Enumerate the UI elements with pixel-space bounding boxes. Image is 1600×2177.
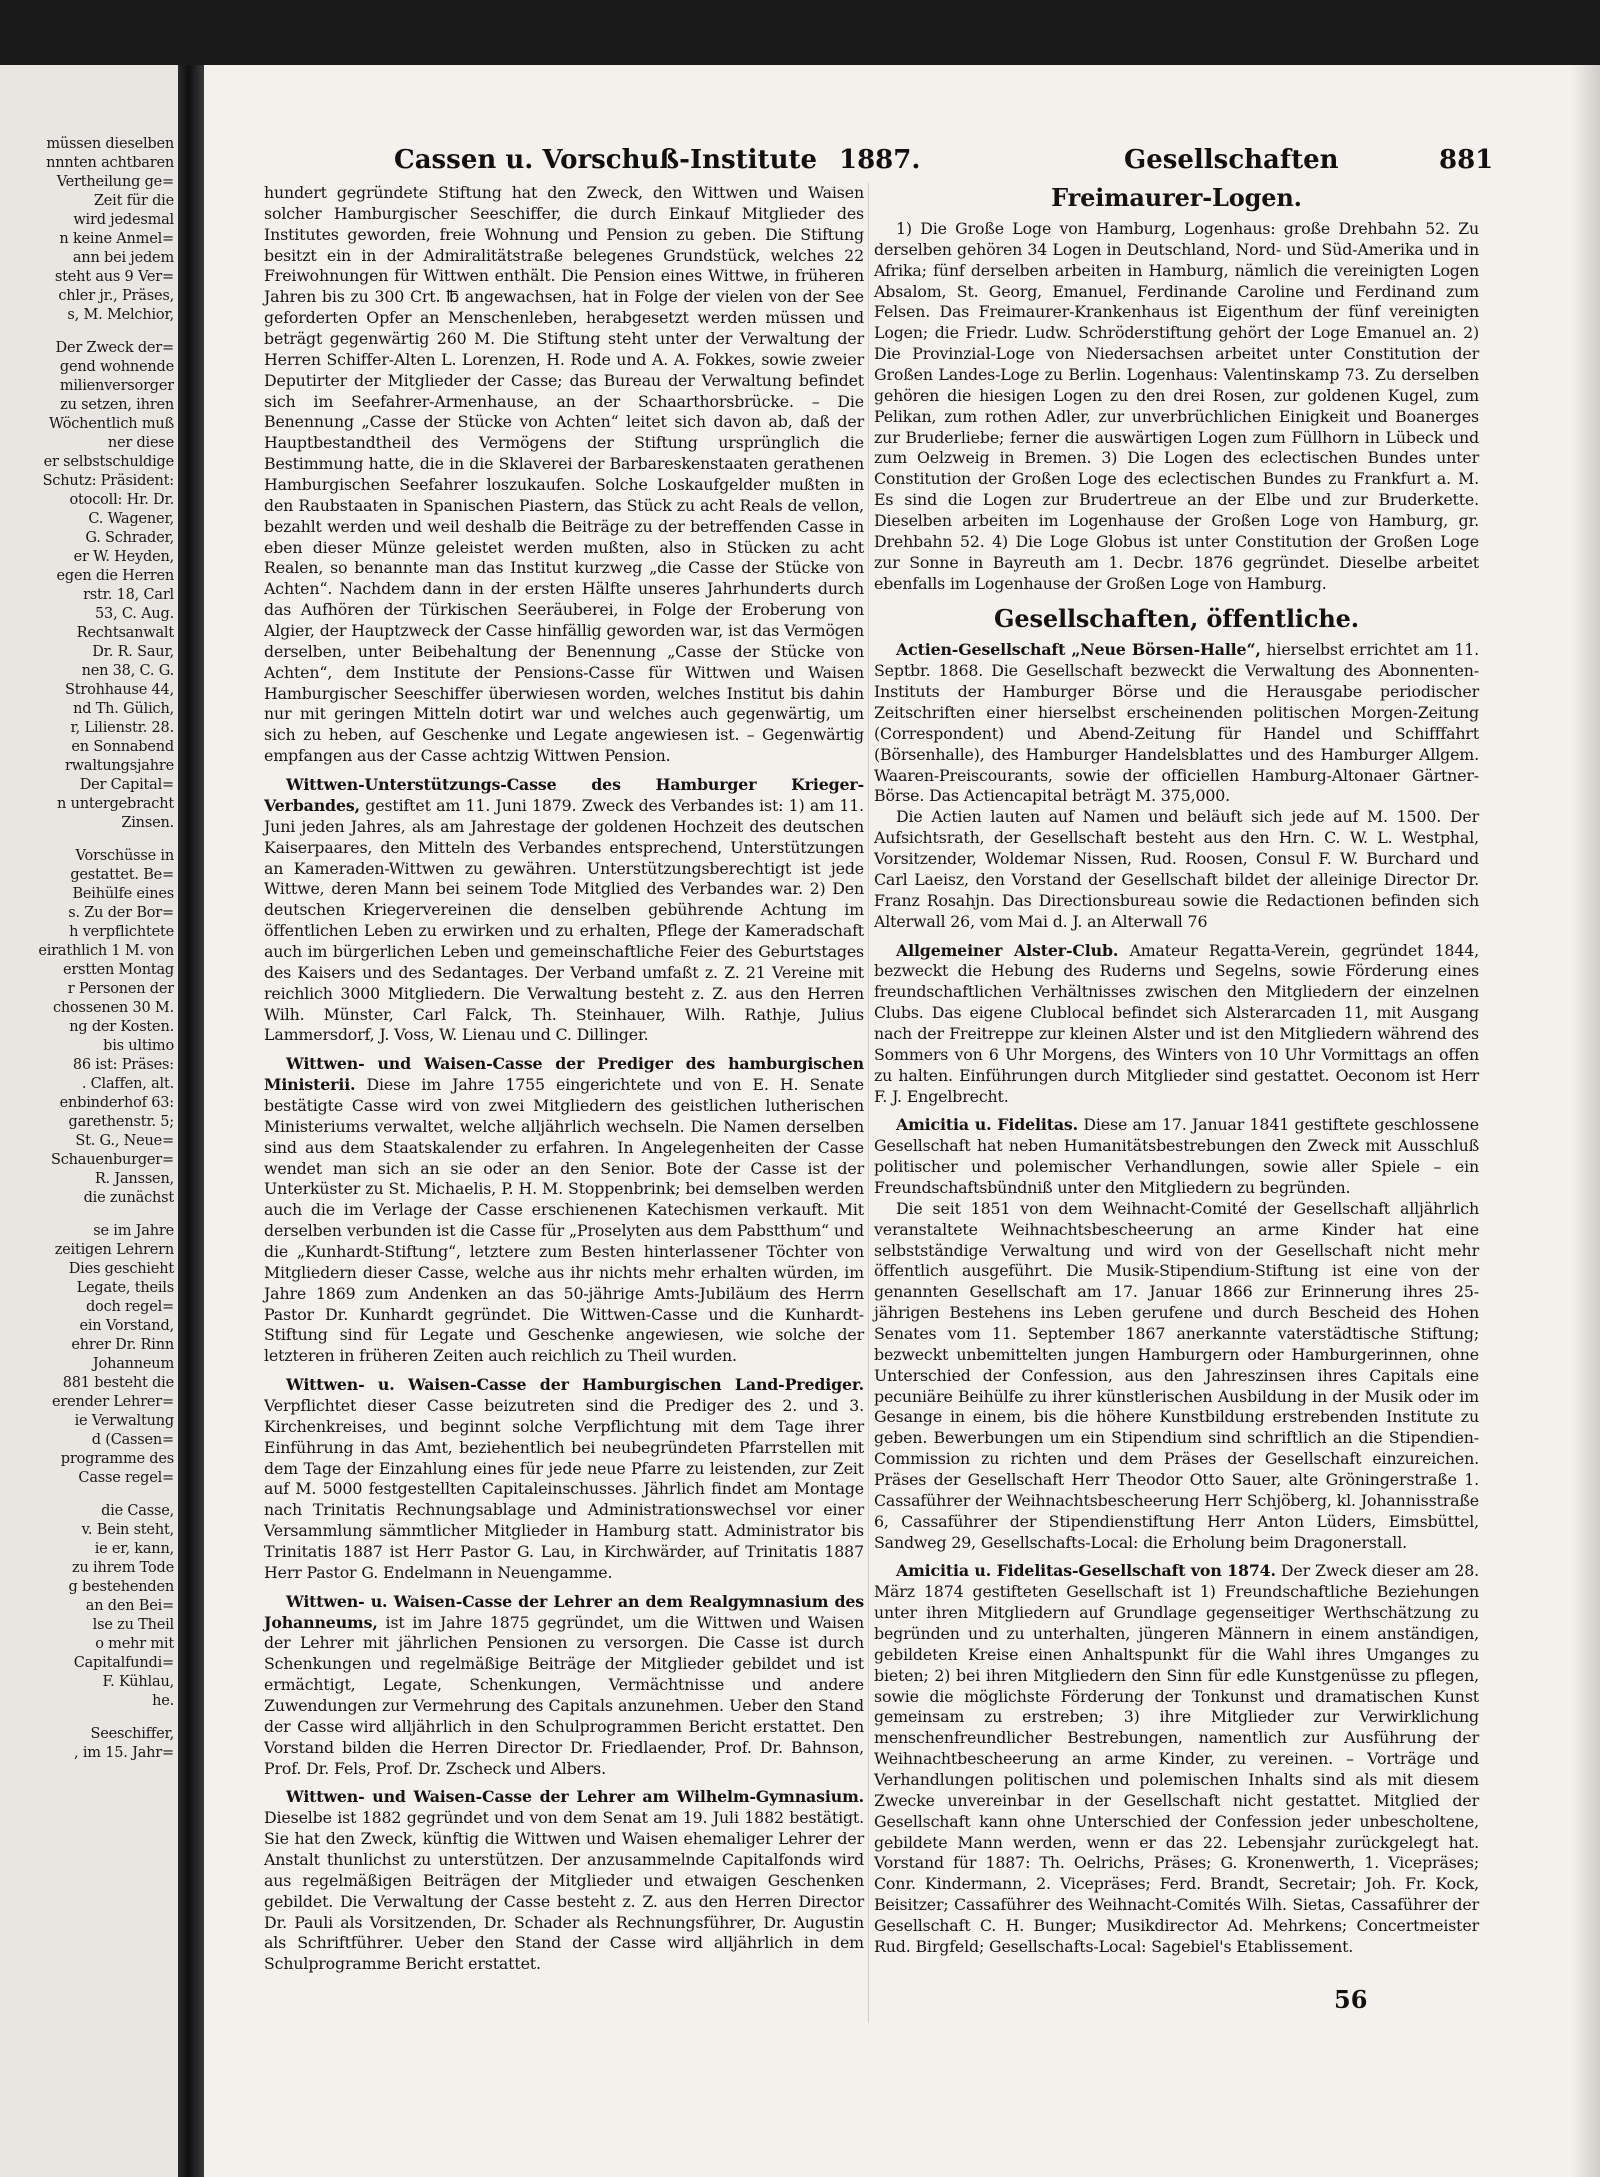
entry-krieger-verband (264, 775, 864, 1046)
left-page-line: Wöchentlich muß (49, 416, 174, 432)
left-page-line: 53, C. Aug. (95, 606, 174, 622)
left-page-line: lse zu Theil (92, 1617, 174, 1633)
entry-lead: Amicitia u. Fidelitas. (896, 1115, 1079, 1135)
entry-text-continued: Die seit 1851 von dem Weihnacht-Comité der Gesellschaft alljährlich veranstaltete Weihnachtsbescheerung an arme Kinder hat eine selbstständige Verwaltung und wird von der Gesellschaft nicht mehr öffentlich ausgeführt. Die Musik-Stipendium-Stiftung ist eine von der genannten Gesellschaft am 17. Januar 1866 zur Erinnerung ihres 25-jährigen Bestehens ins Leben gerufene und durch Bescheid des Hohen Senates vom 11. September 1867 anerkannte vaterstädtische Stiftung; bezweckt unbemittelten jungen Hamburgern oder Hamburgerinnen, ohne Unterschied der Confession, aus den Jahreszinsen ihres Capitals eine pecuniäre Beihülfe zu ihrer künstlerischen Ausbildung in der Musik oder im Gesange in einem, bis die höhere Kunstbildung erstrebenden Institute zu geben. Bewerbungen um ein Stipendium sind schriftlich an die Stipendien-Commission zu richten und dem Präses der Gesellschaft einzureichen. Präses der Gesellschaft Herr Theodor Otto Sauer, alte Gröningerstraße 1. Cassaführer der Weihnachtsbescheerung Herr Schjöberg, kl. Johannisstraße 6, Cassaführer der Stipendienstiftung Herr Anton Lüders, Eimsbüttel, Sandweg 29, Gesellschafts-Local: die Erholung beim Dragonerstall. (874, 1198, 1479, 1552)
entry-lead: Actien-Gesellschaft „Neue Börsen-Halle“, (896, 640, 1261, 660)
left-page-line: 86 ist: Präses: (72, 1057, 174, 1073)
left-page-line: chossenen 30 M. (52, 1000, 174, 1016)
entry-amicitia-fidelitas (874, 1115, 1479, 1553)
left-page-line: die Casse, (101, 1503, 174, 1519)
left-page-line: he. (152, 1693, 174, 1709)
left-page-line: zeitigen Lehrern (54, 1242, 174, 1258)
section-title-freimaurer: Freimaurer-Logen. (1051, 183, 1302, 212)
left-page-line: G. Schrader, (85, 530, 174, 546)
left-page-line: ng der Kosten. (69, 1019, 174, 1035)
left-page-line: zu ihrem Tode (72, 1560, 174, 1576)
left-page-line (0, 1711, 174, 1725)
left-page-line: milienversorger (59, 378, 174, 394)
entry-boersen-halle (874, 640, 1479, 932)
left-page-line: gend wohnende (59, 359, 174, 375)
signature-mark: 56 (1334, 1985, 1368, 2014)
left-page-line: erstten Montag (62, 962, 174, 978)
left-page-line: gestattet. Be= (70, 867, 174, 883)
left-page-line: er W. Heyden, (73, 549, 174, 565)
left-page-line: s. Zu der Bor= (68, 905, 174, 921)
entry-lead: Wittwen- u. Waisen-Casse der Lehrer an dem Realgymnasium des Johanneums, (264, 1591, 864, 1632)
entry-alster-club (874, 941, 1479, 1108)
page-number: 881 (1439, 145, 1494, 175)
left-page-line: n keine Anmel= (59, 231, 174, 247)
left-page-line: Seeschiffer, (90, 1726, 174, 1742)
left-page-line: nnnten achtbaren (46, 155, 174, 171)
book-gutter (178, 65, 204, 2177)
left-page-line: o mehr mit (95, 1636, 174, 1652)
left-page-line: Casse regel= (78, 1470, 174, 1486)
left-page-line: Der Zweck der= (55, 340, 174, 356)
left-page-line: chler jr., Präses, (58, 288, 174, 304)
entry-text: hundert gegründete Stiftung hat den Zweck, den Wittwen und Waisen solcher Hamburgischer Seeschiffer, die durch Einkauf Mitglieder des Institutes geworden, freie Wohnung und Pension zu geben. Die Stiftung besitzt ein in der Admiralitätstraße belegenes Grundstück, welches 22 Freiwohnungen für Wittwen enthält. Die Pension eines Wittwe, in früheren Jahren bis zu 300 Crt. ℔ angewachsen, hat in Folge der vielen von der See geforderten Opfer an Menschenleben, herabgesetzt werden müssen und beträgt gegenwärtig 260 M. Die Stiftung steht unter der Verwaltung der Herren Schiffer-Alten L. Lorenzen, H. Rode und A. A. Fokkes, sowie zweier Deputirter der Mitglieder der Casse; das Bureau der Verwaltung befindet sich im Seefahrer-Armenhause, an der Schaarthorsbrücke. – Die Benennung „Casse der Stücke von Achten“ leitet sich davon ab, daß der Hauptbestandtheil des Vermögens der Stiftung ursprünglich die Bestimmung hatte, die in die Sklaverei der Barbareskenstaaten gerathenen Hamburgischen Seefahrer loszukaufen. Solche Loskaufgelder mußten in den Raubstaaten in Spanischen Piastern, das Stück zu acht Reals de vellon, bezahlt werden und weil deshalb die Beiträge zu der betreffenden Casse in eben dieser Münze geleistet werden mußten, also in Stücken zu acht Realen, so benannte man das Institut kurzweg „die Casse der Stücke von Achten“. Nachdem dann in der ersten Hälfte unseres Jahrhunderts durch das Aufhören der Türkischen Seeräuberei, in Folge der Eroberung von Algier, der Hauptzweck der Casse hinfällig geworden war, ist das Vermögen derselben, unter Beibehaltung der Benennung „Casse der Stücke von Achten“, dem Institute der Pensions-Casse für Wittwen und Waisen Hamburgischer Seeschiffer überwiesen worden, welches Institut bis dahin nur mit geringen Mitteln dotirt war und welches auch gegenwärtig, um sich zu heben, auf Geschenke und Legate angewiesen ist. – Gegenwärtig empfangen aus der Casse achtzig Wittwen Pension. (264, 183, 864, 766)
left-page-line (0, 1488, 174, 1502)
left-page-fragment (0, 65, 178, 2177)
left-page-line: ie er, kann, (94, 1541, 174, 1557)
entry-seeschiffer-stiftung (264, 183, 864, 767)
left-page-line: Capitalfundi= (73, 1655, 174, 1671)
left-page-line: garethenstr. 5; (68, 1114, 174, 1130)
left-page-line: ein Vorstand, (79, 1318, 174, 1334)
left-page-line: , im 15. Jahr= (74, 1745, 174, 1761)
entry-text: Verpflichtet dieser Casse beizutreten sind die Prediger des 2. und 3. Kirchenkreises, und beginnt solche Verpflichtung mit dem Tage ihrer Einführung in das Amt, beziehentlich bei neubegründeten Pfarrstellen mit dem Tage der Einzahlung eines für jede neue Pfarre zu leistenden, zur Zeit auf M. 5000 festgestellten Capitaleinschusses. Jährlich findet am Montage nach Trinitatis Rechnungsablage und Administrationswechsel vor einer Versammlung sämmtlicher Mitglieder in Hamburg statt. Administrator bis Trinitatis 1887 ist Herr Pastor G. Lau, in Kirchwärder, auf Trinitatis 1887 Herr Pastor G. Endelmann in Neuengamme. (264, 1395, 864, 1582)
left-page-line: Johanneum (92, 1356, 174, 1372)
left-page-line: die zunächst (83, 1190, 174, 1206)
left-page-line: zu setzen, ihren (60, 397, 174, 413)
left-page-line: otocoll: Hr. Dr. (69, 492, 174, 508)
left-page-line: . Claffen, alt. (81, 1076, 174, 1092)
left-page-line: en Sonnabend (71, 739, 174, 755)
entry-lead: Wittwen- und Waisen-Casse der Lehrer am Wilhelm-Gymnasium. (286, 1787, 864, 1807)
left-page-line: n untergebracht (57, 796, 174, 812)
entry-wilhelm-gymnasium (264, 1787, 864, 1975)
left-page-line: ie Verwaltung (74, 1413, 174, 1429)
left-page-line: r, Lilienstr. 28. (70, 720, 174, 736)
entry-lead: Wittwen- u. Waisen-Casse der Hamburgischen Land-Prediger. (286, 1375, 864, 1395)
left-page-line: nen 38, C. G. (81, 663, 174, 679)
entry-realgymnasium (264, 1592, 864, 1780)
left-page-line: St. G., Neue= (75, 1133, 174, 1149)
left-page-line: nd Th. Gülich, (73, 701, 174, 717)
left-page-line: v. Bein steht, (81, 1522, 174, 1538)
left-page-line: müssen dieselben (46, 136, 174, 152)
entry-land-prediger (264, 1375, 864, 1584)
entry-text: hierselbst errichtet am 11. Septbr. 1868. Die Gesellschaft bezweckt die Verwaltung des Abonnenten-Instituts der Hamburger Börse und die Herausgabe periodischer Zeitschriften einer hierselbst erscheinenden politischen Morgen-Zeitung (Correspondent) und Abend-Zeitung für Handel und Schifffahrt (Börsenhalle), des Hamburger Handelsblattes und des Hamburger Allgem. Waaren-Preiscourants, sowie der officiellen Hamburg-Altonaer Gärtner-Börse. Das Actiencapital beträgt M. 375,000. (874, 640, 1480, 806)
left-page-line: Rechtsanwalt (76, 625, 174, 641)
entry-text: Diese am 17. Januar 1841 gestiftete geschlossene Gesellschaft hat neben Humanitätsbestrebungen den Zweck mit Ausschluß politischer und polemischer Verhandlungen, sowie aller Spiele – ein Freundschaftsbündniß unter den Mitgliedern zu begründen. (874, 1115, 1479, 1197)
left-page-line: wird jedesmal (73, 212, 174, 228)
entry-text: 1) Die Große Loge von Hamburg, Logenhaus: große Drehbahn 52. Zu derselben gehören 34 Logen in Deutschland, Nord- und Süd-Amerika und in Afrika; fünf derselben arbeiten in Hamburg, nämlich die vereinigten Logen Absalom, St. Georg, Emanuel, Ferdinande Caroline und Ferdinand zum Felsen. Das Freimaurer-Krankenhaus ist Eigenthum der fünf vereinigten Logen; die Friedr. Ludw. Schröderstiftung gehört der Loge Emanuel an. 2) Die Provinzial-Loge von Niedersachsen arbeitet unter Constitution der Großen Landes-Loge zu Berlin. Logenhaus: Valentinskamp 73. Zu derselben gehören die hiesigen Logen zu den drei Rosen, zur goldenen Kugel, zum Pelikan, zum rothen Adler, zur unverbrüchlichen Einigkeit und Boanerges zur Bruderliebe; ferner die auswärtigen Logen zum Füllhorn in Lübeck und zum Oelzweig in Bremen. 3) Die Logen des eclectischen Bundes unter Constitution der Großen Loge des eclectischen Bundes zu Frankfurt a. M. Es sind die Logen zur Brudertreue an der Elbe und zur Bruderkette. Dieselben arbeiten im Logenhause der Großen Loge von Hamburg, gr. Drehbahn 52. 4) Die Loge Globus ist unter Constitution der Großen Loge zur Sonne in Bayreuth am 1. Decbr. 1876 gegründet. Dieselbe arbeitet ebenfalls im Logenhause der Großen Loge von Hamburg. (874, 219, 1479, 593)
left-page-line: erender Lehrer= (52, 1394, 174, 1410)
left-page-line: enbinderhof 63: (59, 1095, 174, 1111)
entry-text: ist im Jahre 1875 gegründet, um die Wittwen und Waisen der Lehrer mit jährlichen Pensionen zu versorgen. Die Casse ist durch Schenkungen und regelmäßige Beiträge der Mitglieder gebildet und ist ermächtigt, Legate, Schenkungen, Vermächtnisse und andere Zuwendungen zur Vermehrung des Capitals anzunehmen. Ueber den Stand der Casse wird alljährlich in den Schulprogrammen Bericht erstattet. Den Vorstand bilden die Herren Director Dr. Friedlaender, Prof. Dr. Bahnson, Prof. Dr. Fels, Prof. Dr. Zscheck und Albers. (264, 1612, 864, 1778)
left-page-line: se im Jahre (93, 1223, 174, 1239)
left-page-line: Beihülfe eines (72, 886, 174, 902)
left-page-line: g bestehenden (68, 1579, 174, 1595)
left-page-line: Vertheilung ge= (56, 174, 174, 190)
left-page-line: Dies geschieht (68, 1261, 174, 1277)
left-page-line: s, M. Melchior, (67, 307, 174, 323)
left-page-line: ann bei jedem (72, 250, 174, 266)
left-page-line: ehrer Dr. Rinn (71, 1337, 174, 1353)
left-page-text-column (0, 135, 174, 1763)
entry-text: Amateur Regatta-Verein, gegründet 1844, bezweckt die Hebung des Ruderns und Segelns, sowie Förderung eines freundschaftlichen Verhältnisses zwischen den Mitgliedern der einzelnen Clubs. Das eigene Clublocal befindet sich Alsterarcaden 11, mit Ausgang nach der Freitreppe zur kleinen Alster und ist den Mitgliedern während des Sommers von 6 Uhr Morgens, des Winters von 10 Uhr Vormittags an offen zu halten. Einführungen durch Mitglieder sind gestattet. Oeconom ist Herr F. J. Engelbrecht. (874, 940, 1479, 1106)
running-header-left: Cassen u. Vorschuß-Institute (394, 145, 818, 175)
section-title-gesellschaften: Gesellschaften, öffentliche. (994, 604, 1359, 634)
running-header-year: 1887. (839, 145, 921, 175)
left-page-line: Der Capital= (79, 777, 174, 793)
left-page-line: C. Wagener, (88, 511, 174, 527)
right-page (204, 65, 1600, 2177)
left-page-line: eirathlich 1 M. von (38, 943, 174, 959)
left-page-line: h verpflichtete (69, 924, 174, 940)
left-page-line: an den Bei= (85, 1598, 174, 1614)
left-page-line: ner diese (107, 435, 174, 451)
left-page-line: Legate, theils (76, 1280, 174, 1296)
left-page-line: Strohhause 44, (65, 682, 174, 698)
left-page-line: R. Janssen, (94, 1171, 174, 1187)
left-page-line: doch regel= (85, 1299, 174, 1315)
entry-freimaurer-logen (874, 219, 1479, 594)
left-page-line: rwaltungsjahre (64, 758, 174, 774)
left-page-line: F. Kühlau, (102, 1674, 174, 1690)
entry-text: Dieselbe ist 1882 gegründet und von dem Senat am 19. Juli 1882 bestätigt. Sie hat den Zweck, künftig die Wittwen und Waisen ehemaliger Lehrer der Anstalt thunlichst zu unterstützen. Der anzusammelnde Capitalfonds wird aus regelmäßigen Beiträgen der Mitglieder und etwaigen Geschenken gebildet. Die Verwaltung der Casse besteht z. Z. aus den Herren Director Dr. Pauli als Vorsitzenden, Dr. Schader als Rechnungsführer, Dr. Augustin als Schriftführer. Ueber den Stand der Casse wird alljährlich in dem Schulprogramme Bericht erstattet. (264, 1808, 864, 1974)
entry-text: Diese im Jahre 1755 eingerichtete und von E. H. Senate bestätigte Casse wird von zwei Mitgliedern des geistlichen lutherischen Ministeriums verwaltet, welche alljährlich wechseln. Die Namen derselben sind aus dem Staatskalender zu erfahren. In Angelegenheiten der Casse wendet man sich an sie oder an den Senior. Bote der Casse ist der Unterküster zu St. Michaelis, P. H. M. Stoppenbrink; bei demselben werden auch die im Verlage der Casse erschienenen Katechismen verkauft. Mit derselben verbunden ist die Casse für „Proselyten aus dem Pabstthum“ und die „Kunhardt-Stiftung“, letztere zum Besten hinterlassener Töchter von Mitgliedern dieser Casse, welche aus ihr nichts mehr erhalten würden, im Jahre 1869 zum Andenken an das 50-jährige Amts-Jubiläum des Herrn Pastor Dr. Kunhardt gegründet. Die Wittwen-Casse und die Kunhardt-Stiftung sind für Legate und Geschenke angewiesen, wie solche der letzteren in früheren Zeiten auch reichlich zu Theil wurden. (264, 1075, 864, 1366)
left-page-line: er selbstschuldige (43, 454, 174, 470)
entry-lead: Wittwen-Unterstützungs-Casse des Hamburger Krieger-Verbandes, (264, 775, 864, 815)
left-page-line: 881 besteht die (62, 1375, 174, 1391)
entry-amicitia-1874 (874, 1561, 1479, 1957)
left-page-line: Schauenburger= (51, 1152, 174, 1168)
left-page-line: bis ultimo (103, 1038, 174, 1054)
entry-lead: Allgemeiner Alster-Club. (896, 940, 1119, 960)
left-page-line: steht aus 9 Ver= (54, 269, 174, 285)
left-page-line (0, 833, 174, 847)
left-page-line (0, 325, 174, 339)
left-page-line: rstr. 18, Carl (83, 587, 174, 603)
left-page-line (0, 1208, 174, 1222)
entry-prediger-ministerii (264, 1054, 864, 1367)
left-page-line: programme des (60, 1451, 174, 1467)
entry-text: Der Zweck dieser am 28. März 1874 gestifteten Gesellschaft ist 1) Freundschaftliche Beziehungen unter ihren Mitgliedern auf Grundlage gegenseitiger Werthschätzung zu begründen und zu unterhalten, jüngeren Männern in einem anständigen, gebildeten Kreise einen Anhaltspunkt für die Wahl ihres Umganges zu bieten; 2) bei ihren Mitgliedern den Sinn für edle Kunstgenüsse zu pflegen, sowie die möglichste Förderung der Tonkunst und dramatischen Kunst gemeinsam zu erstreben; 3) ihre Mitglieder zur Verwirklichung menschenfreundlicher Bestrebungen, namentlich zur Ausführung der Weihnachtbescheerung an arme Kinder, zu vereinen. – Vorträge und Verhandlungen politischen und polemischen Inhalts sind als mit diesem Zwecke unvereinbar in der Gesellschaft nicht gestattet. Mitglied der Gesellschaft kann ohne Unterschied der Confession jeder unbescholtene, gebildete Mann werden, wenn er das 22. Lebensjahr zurückgelegt hat. Vorstand für 1887: Th. Oelrichs, Präses; G. Kronenwerth, 1. Vicepräses; Conr. Kindermann, 2. Vicepräses; Ferd. Brandt, Secretair; Joh. Fr. Kock, Beisitzer; Cassaführer des Weihnacht-Comités Wilh. Sietas, Cassaführer der Gesellschaft C. H. Bunger; Musikdirector Ad. Mehrkens; Concertmeister Rud. Birgfeld; Gesellschafts-Local: Sagebiel's Etablissement. (874, 1561, 1479, 1956)
left-page-line: d (Cassen= (91, 1432, 174, 1448)
text-column-left (264, 183, 864, 1983)
left-page-line: Zinsen. (121, 815, 174, 831)
left-page-line: Schutz: Präsident: (42, 473, 174, 489)
running-header-right: Gesellschaften (1124, 145, 1339, 175)
entry-text: gestiftet am 11. Juni 1879. Zweck des Verbandes ist: 1) am 11. Juni jeden Jahres, als am Jahrestage der goldenen Hochzeit des deutschen Kaiserpaares, den Mitteln des Verbandes entsprechend, Unterstützungen an Kameraden-Wittwen zu gewähren. Unterstützungsberechtigt ist jede Wittwe, deren Mann bei seinem Tode Mitglied des Verbandes war. 2) Den deutschen Kriegervereinen die denselben gebührende Achtung im öffentlichen Leben zu erwirken und zu erhalten, Pflege der Kameradschaft auch im bürgerlichen Leben und gemeinschaftliche Feier des Geburtstages des Kaisers und des Sedantages. Der Verband umfaßt z. Z. 21 Vereine mit reichlich 3000 Mitgliedern. Die Verwaltung besteht z. Z. aus den Herren Wilh. Münster, Carl Falck, Th. Steinhauer, Wilh. Rathje, Julius Lammersdorf, J. Voss, W. Lienau und C. Dillinger. (264, 795, 865, 1045)
left-page-line: Dr. R. Saur, (92, 644, 174, 660)
entry-lead: Amicitia u. Fidelitas-Gesellschaft von 1874. (896, 1561, 1276, 1581)
left-page-line: r Personen der (67, 981, 174, 997)
entry-lead: Wittwen- und Waisen-Casse der Prediger des hamburgischen Ministerii. (264, 1054, 864, 1095)
column-divider (868, 183, 869, 2023)
entry-text-continued: Die Actien lauten auf Namen und beläuft sich jede auf M. 1500. Der Aufsichtsrath, der Gesellschaft besteht aus den Hrn. C. W. L. Westphal, Vorsitzender, Woldemar Nissen, Rud. Roosen, Consul F. W. Burchard und Carl Laeisz, den Vorstand der Gesellschaft bildet der alleinige Director Dr. Franz Rosahjn. Das Directionsbureau sowie die Redactionen befinden sich Alterwall 26, vom Mai d. J. an Alterwall 76 (874, 807, 1479, 931)
left-page-line: Zeit für die (93, 193, 174, 209)
text-column-right (874, 183, 1479, 1966)
left-page-line: egen die Herren (56, 568, 174, 584)
left-page-line: Vorschüsse in (75, 848, 174, 864)
